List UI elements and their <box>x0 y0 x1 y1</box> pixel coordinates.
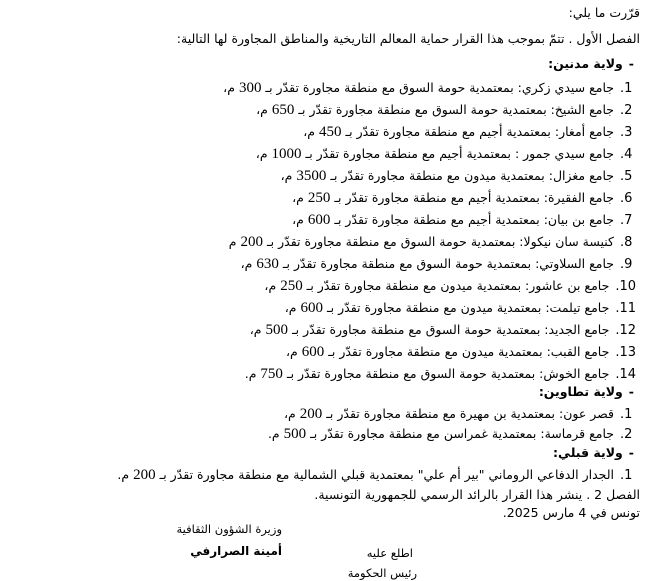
intro-line: قرّرت ما يلي: <box>568 5 640 20</box>
chapter-2: الفصل 2 . ينشر هذا القرار بالرائد الرسمي للجمهورية التونسية. <box>314 487 640 502</box>
list-item: 5.جامع مغزال: بمعتمدية ميدون مع منطقة مجاورة تقدّر بـ 3500 م، <box>280 168 633 184</box>
list-item: 2.جامع قرماسة: بمعتمدية غمراسن مع منطقة مجاورة تقدّر بـ 500 م. <box>267 426 633 442</box>
list-item: 7.جامع بن بيان: بمعتمدية أجيم مع منطقة مجاورة تقدّر بـ 600 م، <box>292 212 633 228</box>
list-item: 2.جامع الشيخ: بمعتمدية حومة السوق مع منطقة مجاورة تقدّر بـ 650 م، <box>256 102 633 118</box>
list-item: 4.جامع سيدي جمور : بمعتمدية أجيم مع منطقة مجاورة تقدّر بـ 1000 م، <box>255 146 633 162</box>
section-title-medenine: -ولاية مدنين: <box>548 56 634 71</box>
list-item: 8.كنيسة سان نيكولا: بمعتمدية حومة السوق مع منطقة مجاورة تقدّر بـ 200 م <box>228 234 633 250</box>
date-line: تونس في 4 مارس 2025. <box>502 505 640 520</box>
pm-title: رئيس الحكومة <box>347 566 417 580</box>
section-title-kebili: -ولاية قبلي: <box>553 445 634 460</box>
minister-name: أمينة الصرارفي <box>190 544 282 558</box>
minister-title: وزيرة الشؤون الثقافية <box>176 522 282 536</box>
list-item: 10.جامع بن عاشور: بمعتمدية ميدون مع منطقة مجاورة تقدّر بـ 250 م، <box>264 278 636 294</box>
list-item: 1.قصر عون: بمعتمدية بن مهيرة مع منطقة مجاورة تقدّر بـ 200 م، <box>283 406 633 422</box>
list-item: 1.الجدار الدفاعي الروماني "بير أم علي" بمعتمدية قبلي الشمالية مع منطقة مجاورة تقدّر بـ 200 م. <box>117 467 633 483</box>
list-item: 9.جامع السلاوتي: بمعتمدية حومة السوق مع منطقة مجاورة تقدّر بـ 630 م، <box>240 256 633 272</box>
list-item: 11.جامع تيلمت: بمعتمدية ميدون مع منطقة مجاورة تقدّر بـ 600 م، <box>284 300 636 316</box>
list-item: 3.جامع أمغار: بمعتمدية أجيم مع منطقة مجاورة تقدّر بـ 450 م، <box>303 124 633 140</box>
list-item: 12.جامع الجديد: بمعتمدية حومة السوق مع منطقة مجاورة تقدّر بـ 500 م، <box>249 322 636 338</box>
list-item: 1.جامع سيدي زكري: بمعتمدية حومة السوق مع منطقة مجاورة تقدّر بـ 300 م، <box>223 80 633 96</box>
seen-label: اطلع عليه <box>366 546 413 560</box>
list-item: 6.جامع الفقيرة: بمعتمدية أجيم مع منطقة مجاورة تقدّر بـ 250 م، <box>292 190 633 206</box>
chapter-1: الفصل الأول . تتمّ بموجب هذا القرار حماية المعالم التاريخية والمناطق المجاورة لها التالية: <box>176 31 640 46</box>
list-item: 14.جامع الخوش: بمعتمدية حومة السوق مع منطقة مجاورة تقدّر بـ 750 م. <box>244 366 636 382</box>
list-item: 13.جامع القبب: بمعتمدية ميدون مع منطقة مجاورة تقدّر بـ 600 م، <box>285 344 636 360</box>
section-title-tataouine: -ولاية تطاوين: <box>538 384 634 399</box>
